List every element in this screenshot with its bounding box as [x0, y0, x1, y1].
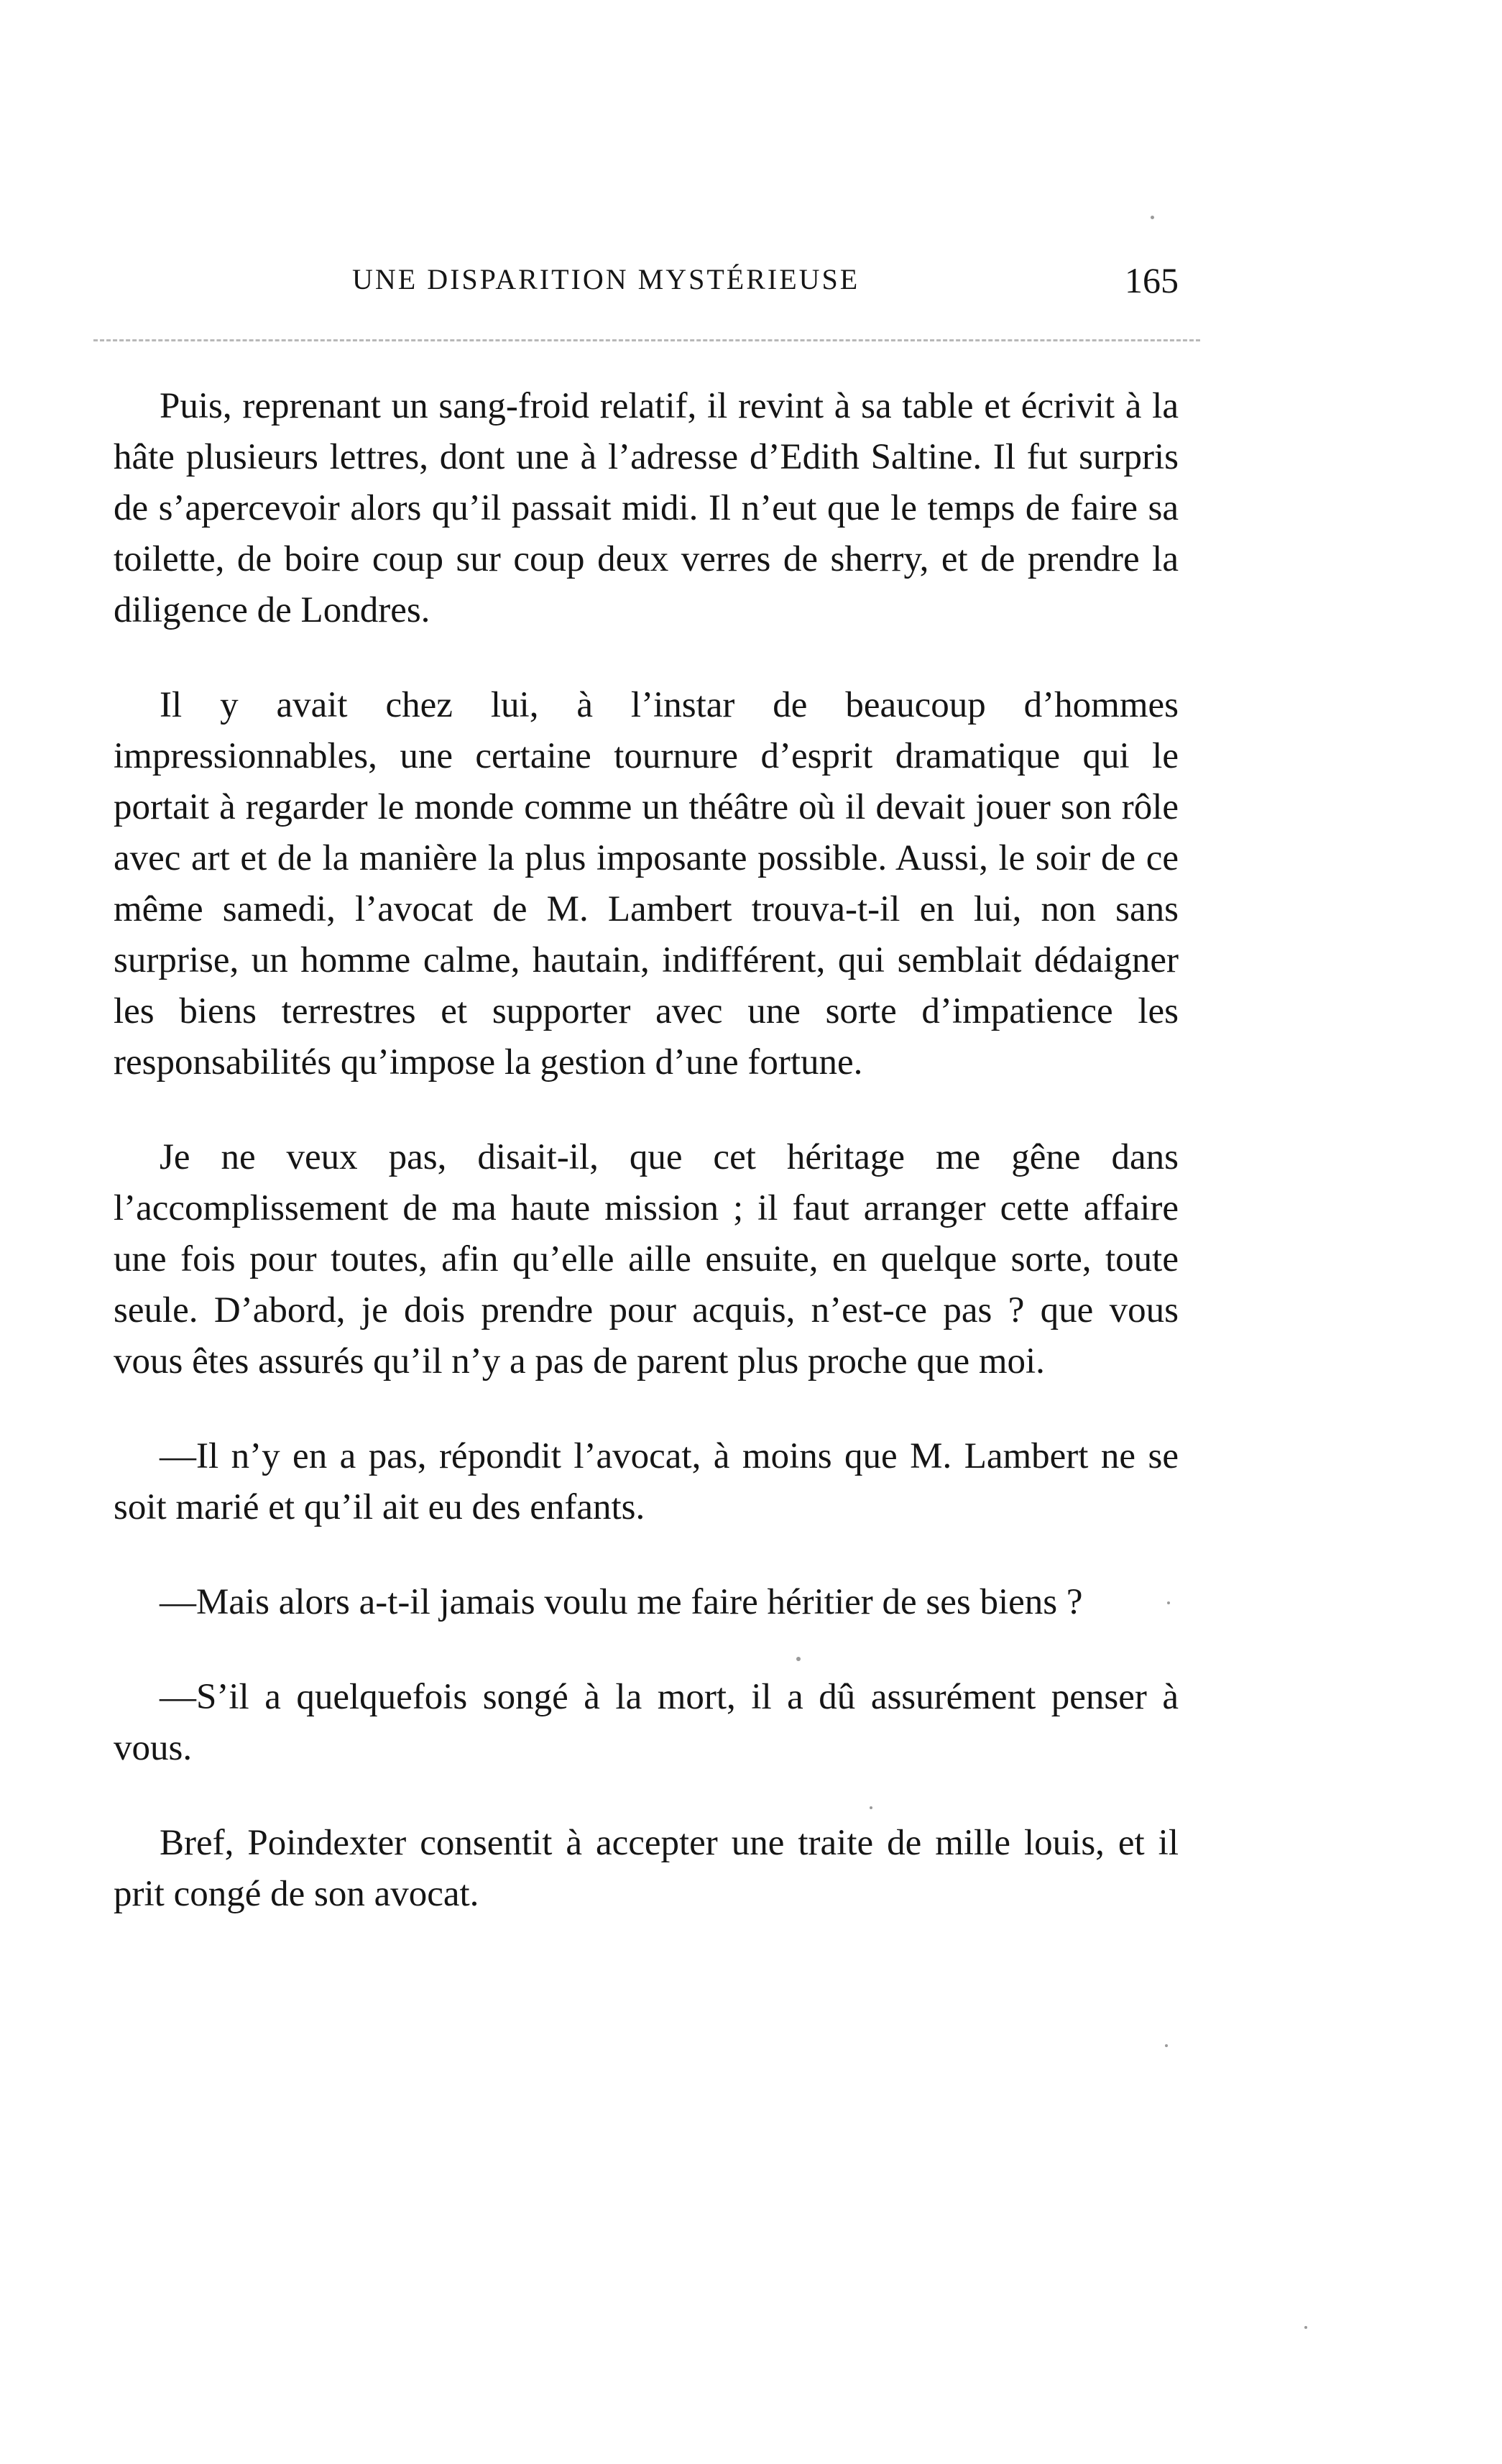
- print-speck: [870, 1806, 872, 1809]
- page-number: 165: [1125, 260, 1179, 300]
- paragraph-3: Je ne veux pas, disait-il, que cet héritage me gêne dans l’accomplissement de ma haute mission ; il faut arranger cette affaire une fois pour toutes, afin qu’elle aille ensuite, en quelque sorte, toute seule. D’abord, je dois prendre pour acquis, n’est-ce pas ? que vous vous êtes assurés qu’il n’y a pas de parent plus proche que moi.: [114, 1137, 1179, 1382]
- paragraph-1: Puis, reprenant un sang-froid relatif, il revint à sa table et écrivit à la hâte plusieurs lettres, dont une à l’adresse d’Edith Saltine. Il fut surpris de s’apercevoir alors qu’il passait midi. Il n’eut que le temps de faire sa toilette, de boire coup sur coup deux verres de sherry, et de prendre la diligence de Londres.: [114, 386, 1179, 630]
- paragraph-6: —S’il a quelquefois songé à la mort, il a dû assurément penser à vous.: [114, 1677, 1179, 1768]
- print-speck: [796, 1657, 801, 1661]
- print-speck: [1304, 2326, 1307, 2329]
- print-speck: [1167, 1601, 1170, 1604]
- body-text: [114, 381, 1179, 1920]
- print-speck: [1151, 216, 1154, 219]
- print-speck: [1165, 2044, 1168, 2047]
- paragraph-4: —Il n’y en a pas, répondit l’avocat, à moins que M. Lambert ne se soit marié et qu’il ait eu des enfants.: [114, 1436, 1179, 1527]
- paragraph-2: Il y avait chez lui, à l’instar de beaucoup d’hommes impressionnables, une certaine tournure d’esprit dramatique qui le portait à regarder le monde comme un théâtre où il devait jouer son rôle avec art et de la manière la plus imposante possible. Aussi, le soir de ce même samedi, l’avocat de M. Lambert trouva-t-il en lui, non sans surprise, un homme calme, hautain, indifférent, qui semblait dédaigner les biens terrestres et supporter avec une sorte d’impatience les responsabilités qu’impose la gestion d’une fortune.: [114, 685, 1179, 1082]
- paragraph-5: —Mais alors a-t-il jamais voulu me faire héritier de ses biens ?: [160, 1582, 1083, 1622]
- paragraph-7: Bref, Poindexter consentit à accepter une traite de mille louis, et il prit congé de son avocat.: [114, 1823, 1179, 1914]
- running-title: UNE DISPARITION MYSTÉRIEUSE: [352, 263, 860, 295]
- running-head: [115, 262, 1179, 313]
- header-rule: [93, 339, 1200, 341]
